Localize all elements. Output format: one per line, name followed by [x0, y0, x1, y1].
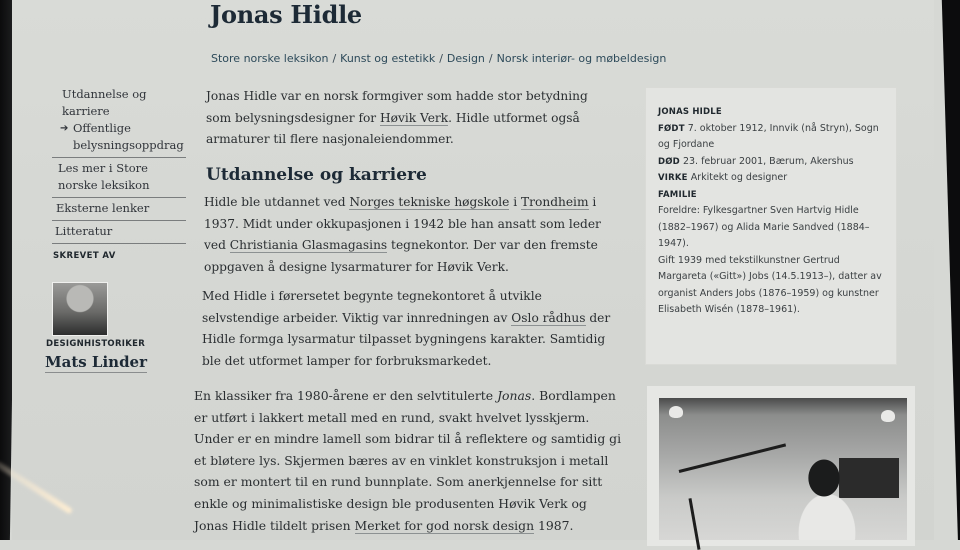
link-oslo-radhus[interactable]: Oslo rådhus: [511, 310, 586, 325]
value: 23. februar 2001, Bærum, Akershus: [682, 155, 854, 167]
breadcrumb-item-kunst[interactable]: Kunst og estetikk: [340, 52, 436, 65]
paragraph-3: [194, 385, 624, 536]
screen-bezel-right: [934, 0, 960, 540]
text: En klassiker fra 1980-årene er den selvtitulerte: [194, 388, 498, 403]
drafting-leg-shape: [689, 498, 701, 550]
ceiling-lamp-icon: [881, 410, 895, 422]
drafting-arm-shape: [679, 443, 786, 473]
breadcrumb-item-snl[interactable]: Store norske leksikon: [211, 52, 329, 65]
link-christiania-glasmagasin[interactable]: Christiania Glasmagasins: [229, 238, 388, 252]
link-ntnu[interactable]: Norges tekniske høgskole: [349, 195, 510, 209]
value: 7. oktober 1912, Innvik (nå Stryn), Sogn og Fjordane: [658, 122, 879, 150]
paragraph-1: [204, 192, 616, 278]
table-of-contents: [52, 86, 186, 246]
label: VIRKE: [658, 173, 688, 183]
toc-item-les-mer[interactable]: Les mer i Store norske leksikon: [58, 161, 150, 192]
toc-item-eksterne-lenker[interactable]: Eksterne lenker: [56, 201, 150, 215]
text: . Bordlampen er utført i lakkert metall med en rund, svakt hvelvet lysskjerm. Under er en mindre lamell som bidrar til å reflektere og samtidig gi et bløtere lys. Skjermen bæres av en vinklet konstruksjon i metall som er montert til en rund bunnplate. Som anerkjennelse for sitt enkle og minimalistiske design ble produsenten Høvik Verk og Jonas Hidle tildelt prisen: [194, 388, 622, 533]
link-hovik-verk[interactable]: Høvik Verk: [380, 110, 449, 125]
value: Arkitekt og designer: [690, 172, 788, 183]
fact-died: [658, 154, 884, 171]
text: Jonas Hidle var en norsk formgiver som hadde stor betydning som belysningsdesigner for: [206, 89, 588, 125]
fact-parents: Foreldre: Fylkesgartner Sven Hartvig Hidle (1882–1967) og Alida Marie Sandved (1884–1947).: [658, 205, 870, 249]
text: Hidle ble utdannet ved: [204, 195, 350, 209]
fact-box: [646, 88, 896, 364]
fact-spouse: Gift 1939 med tekstilkunstner Gertrud Margareta («Gitt») Jobs (14.5.1913–), datter av organist Anders Jobs (1876–1959) og kunstner Elisabeth Wisén (1878–1961).: [658, 254, 882, 315]
written-by-label: SKREVET AV: [53, 251, 116, 261]
breadcrumb-separator: /: [439, 52, 443, 65]
breadcrumb-separator: /: [332, 52, 337, 65]
page-title: Jonas Hidle: [210, 0, 362, 29]
italic-text: Jonas: [497, 388, 532, 403]
article-body: [206, 86, 616, 278]
section-heading: Utdannelse og karriere: [206, 164, 427, 185]
link-trondheim[interactable]: Trondheim: [521, 195, 589, 209]
divider: [52, 220, 186, 221]
divider: [52, 197, 186, 198]
text: 1987.: [534, 517, 574, 533]
breadcrumb-item-interior[interactable]: Norsk interiør- og møbeldesign: [496, 52, 667, 65]
divider: [52, 243, 186, 244]
fact-occupation: [658, 170, 884, 187]
breadcrumb-separator: /: [488, 52, 493, 65]
text: Med Hidle i førersetet begynte tegnekontoret å utvikle selvstendige arbeider. Viktig var innredningen av: [202, 289, 542, 325]
label: DØD: [658, 156, 680, 167]
toc-item-offentlige[interactable]: [52, 120, 186, 154]
photo-figure: [647, 386, 915, 546]
fact-box-heading: JONAS HIDLE: [658, 107, 722, 117]
author-avatar[interactable]: [52, 282, 108, 336]
text: tegnekontor. Der var den fremste oppgaven å designe lysarmaturer for Høvik Verk.: [204, 238, 598, 274]
breadcrumb-item-design[interactable]: Design: [446, 52, 485, 65]
paragraph-2: [202, 286, 622, 372]
lead-paragraph: [206, 86, 616, 151]
divider: [52, 157, 186, 158]
text: der Hidle formga lysarmatur tilpasset bygningens karakter. Samtidig ble det utformet lamper for forbruksmarkedet.: [202, 310, 611, 368]
fact-family-label: FAMILIE: [658, 189, 697, 200]
text: . Hidle utformet også armaturer til flere nasjonaleiendommer.: [206, 110, 580, 146]
portrait-photo[interactable]: [659, 398, 907, 540]
toc-item-label: Offentlige belysningsoppdrag: [73, 121, 184, 152]
author-role: DESIGNHISTORIKER: [46, 339, 146, 349]
label: FØDT: [658, 123, 685, 134]
fact-born: [658, 121, 884, 154]
link-merket-for-god-design[interactable]: Merket for god norsk design: [354, 517, 535, 533]
breadcrumb: [211, 52, 666, 65]
toc-item-litteratur[interactable]: Litteratur: [55, 224, 113, 238]
arrow-right-icon: ➔: [60, 123, 69, 134]
text: i 1937. Midt under okkupasjonen i 1942 ble han ansatt som leder ved: [204, 195, 601, 252]
ceiling-lamp-icon: [669, 406, 683, 418]
author-name-link[interactable]: Mats Linder: [45, 353, 148, 371]
text: i: [509, 195, 522, 209]
toc-item-utdannelse[interactable]: Utdannelse og karriere: [62, 87, 147, 118]
